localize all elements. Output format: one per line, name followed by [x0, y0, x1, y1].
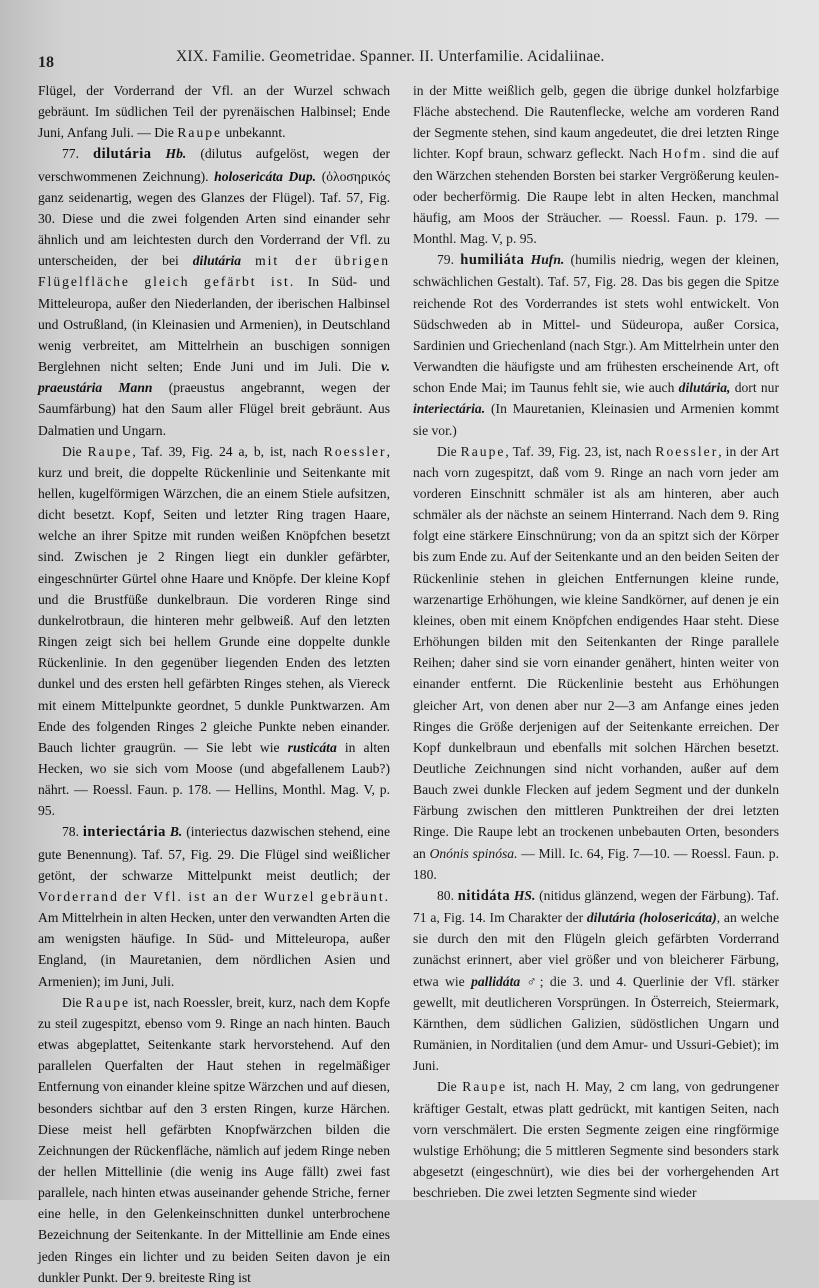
running-title: XIX. Familie. Geometridae. Spanner. II. Unterfamilie. Acidaliinae. — [176, 48, 605, 65]
species-entry-78: 78. interiectária B. (interiectus dazwischen stehend, eine gute Benennung). Taf. 57, Fig. 29. Die Flügel sind weißlicher getönt, der schwarze Mittelpunkt meist deutlich; der Vorderrand der Vfl. ist an der Wurzel gebräunt. Am Mittelrhein in alten Hecken, unter den verwandten Arten die am wenigsten häufige. In Süd- und Mitteleuropa, außer England, (in Mauretanien, dem nördlichen Asien und Armenien); im Juni, Juli. — [38, 824, 390, 989]
page-number: 18 — [38, 54, 54, 71]
paragraph: in der Mitte weißlich gelb, gegen die übrige dunkel holzfarbige Fläche abstechend. Die Rautenflecke, welche am vorderen Rand der Segmente stehen, sind kaum angedeutet, die drei letzten Ringe lichter. Kopf braun, schwarz gefleckt. Nach Hofm. sind die auf den Wärzchen stehenden Borsten bei starker Vergrößerung keulen- oder becherförmig. Die Raupe lebt in alten Hecken, manchmal häufig, am Moos der Sträucher. — Roessl. Faun. p. 179. — Monthl. Mag. V, p. 95. — [413, 83, 779, 247]
left-column — [38, 80, 391, 1285]
species-entry-79: 79. humiliáta Hufn. (humilis niedrig, wegen der kleinen, schwächlichen Gestalt). Taf. 57, Fig. 28. Das bis gegen die Spitze reichende Rot des Vorderrandes ist stets wohl entwickelt. Von Südschweden ab in Mittel- und Südeuropa, außer Corsica, Sardinien und Griechenland (nach Stgr.). Am Mittelrhein unter den Verwandten die häufigste und am frühesten erscheinende Art, oft schon Ende Mai; im Taunus fehlt sie, wie auch dilutária, dort nur interiectária. (In Mauretanien, Kleinasien und Armenien kommt sie vor.) — [413, 252, 780, 438]
species-entry-77: 77. dilutária Hb. (dilutus aufgelöst, wegen der verschwommenen Zeichnung). holosericáta Dup. (ὁλοσηρικός ganz seidenartig, wegen des Glanzes der Flügel). Taf. 57, Fig. 30. Diese und die zwei folgenden Arten sind einander sehr ähnlich und am leichtesten durch den Vorderrand der Vfl. zu unterscheiden, der bei dilutária mit der übrigen Flügelfläche gleich gefärbt ist. In Süd- und Mitteleuropa, außer den Niederlanden, der iberischen Halbinsel und Ostrußland, (in Kleinasien und Armenien), in Deutschland wenig verbreitet, am Mittelrhein an buschigen sonnigen Berglehnen nicht selten; Ende Juni und im Juli. Die v. praeustária Mann (praeustus angebrannt, wegen der Saumfärbung) hat den Saum aller Flügel breit gebräunt. Aus Dalmatien und Ungarn. — [38, 146, 391, 438]
species-name: dilutária — [93, 146, 152, 163]
right-column — [413, 80, 780, 1201]
page-header — [38, 48, 779, 74]
larva-description-80: Die Raupe ist, nach H. May, 2 cm lang, von gedrungener kräftiger Gestalt, etwas platt gedrückt, mit kantigen Seiten, nach vorn verschmälert. Die ersten Segmente zeigen eine ringförmige wulstige Erhöhung; die 5 mittleren Segmente sind besonders stark abgesetzt (eingeschnürt), wie dies bei der vorhergehenden Art beschrieben. Die zwei letzten Segmente sind wieder — [413, 1079, 779, 1201]
species-name: humiliáta — [460, 252, 525, 269]
larva-description-79: Die Raupe, Taf. 39, Fig. 23, ist, nach Roessler, in der Art nach vorn zugespitzt, daß vom 9. Ringe an nach vorn jeder am vorderen Einschnitt schmäler ist als am hinteren, aber auch schmäler als der nächste an seinem Hinterrand. Nach dem 9. Ring folgt eine stärkere Einschnürung; von da an spitzt sich der Körper bis zum Ende zu. Auf der Seitenkante und an den beiden Seiten der Rückenlinie stehen in gleichen Entfernungen kleine runde, warzenartige Erhöhungen, wie kleine Sandkörner, auf denen je ein kleines, oben mit einem Knöpfchen endigendes Haar steht. Diese Erhöhungen bilden mit den Seitenkanten der Ringe parallele Reihen; daher sind sie vorn einander genähert, hinten weiter von einander entfernt. Die Rückenlinie besteht aus Erhöhungen gleicher Art, von denen aber nur 2—3 am Anfange eines jeden Ringes die Größe derjenigen auf der Seitenkante erreichen. Der Kopf dunkelbraun und ebenfalls mit solchen Härchen besetzt. Deutliche Zeichnungen sind nicht vorhanden, außer auf dem Bauch zwei dunkle Flecken auf jedem Segment und der dunkeln Färbung zwischen den mittleren Punktreihen der drei letzten Ringe. Die Raupe lebt an trockenen unbebauten Orten, besonders an Onónis spinósa. — Mill. Ic. 64, Fig. 7—10. — Roessl. Faun. p. 180. — [413, 443, 779, 882]
species-name: nitidáta — [457, 887, 511, 904]
species-entry-80: 80. nitidáta HS. (nitidus glänzend, wegen der Färbung). Taf. 71 a, Fig. 14. Im Charakter der dilutária (holosericáta), an welche sie durch den mit den Flügeln gleich gefärbten Vorderrand zunächst erinnert, aber viel größer und von bleicherer Färbung, etwa wie pallidáta ♂; die 3. und 4. Querlinie der Vfl. stärker gewellt, mit deutlicheren Vorsprüngen. In Österreich, Steiermark, Kärnthen, dem südlichen Galizien, südöstlichen Ungarn und Rumänien, in Norditalien (und dem Amur- und Ussuri-Gebiet); im Juni. — [413, 887, 779, 1074]
larva-description-78: Die Raupe ist, nach Roessler, breit, kurz, nach dem Kopfe zu steil zugespitzt, ebenso vom 9. Ringe an nach hinten. Bauch etwas abgeplattet, Seitenkante stark hervorstehend. Auf den parallelen Querfalten der Haut stehen in regelmäßiger Entfernung von einander kleine spitze Wärzchen und auf diesen, besonders sichtbar auf den 3 ersten Ringen, kurze Härchen. Diese meist hell gefärbten Knopfwärzchen bilden die Zeichnungen der Rückenfläche, nämlich auf jedem Ringe neben der hellen Mittellinie (die wenig ins Auge fällt) zwei fast parallele, nach hinten etwas auseinander gehende Striche, ferner eine helle, in den Gelenkeinschnitten dunkel unterbrochene Bezeichnung der Seitenkante. In der Mittellinie am Ende eines jeden Ringes ein lichter und zu beiden Seiten davon je ein dunkler Punkt. Der 9. breiteste Ring ist — [38, 994, 390, 1285]
larva-description-77: Die Raupe, Taf. 39, Fig. 24 a, b, ist, nach Roessler, kurz und breit, die doppelte Rückenlinie und Seitenkante mit hellen, kugelförmigen Wärzchen, die an einem Stiele aufsitzen, dicht besetzt. Kopf, Seiten und letzter Ring tragen Haare, welche an ihrer Spitze mit runden weißen Knöpfchen besetzt sind. Zwischen je 2 Ringen liegt ein dunkler gefärbter, eingeschnürter Gürtel ohne Haare und Knöpfe. Der kleine Kopf und die Brustfüße dunkelbraun. Die vorderen Ringe sind dunkelrotbraun, die hinteren mehr gelbweiß. Auf den letzten Ringen zeigt sich bei hellem Grunde eine doppelte dunkle Rückenlinie. In den gegenüber liegenden Enden des letzten dunkel und des ersten hell gefärbten Ringes stehen, als Viereck mit einem Mittelpunkte geordnet, 5 dunkle Punktwarzen. Am Ende des folgenden Ringes 2 gleiche Punkte neben einander. Bauch lichter graugrün. — Sie lebt wie rusticáta in alten Hecken, wo sie sich vom Moose (und abgefallenem Laub?) nährt. — Roessl. Faun. p. 178. — Hellins, Monthl. Mag. V, p. 95. — [38, 443, 390, 819]
species-name: interiectária — [82, 824, 166, 841]
paragraph: Flügel, der Vorderrand der Vfl. an der Wurzel schwach gebräunt. Im südlichen Teil der pyrenäischen Halbinsel; Ende Juni, Anfang Juli. — Die Raupe unbekannt. — [38, 83, 390, 141]
